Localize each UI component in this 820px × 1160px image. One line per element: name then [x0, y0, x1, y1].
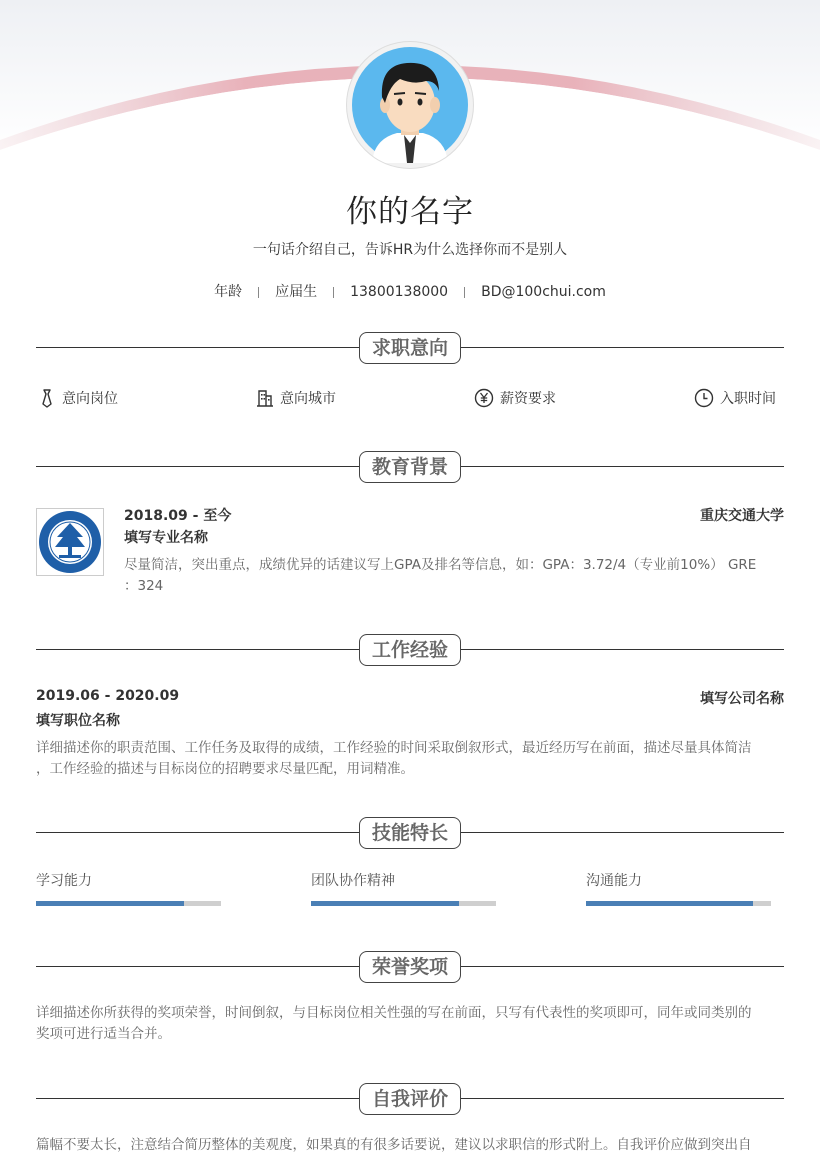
- intent-city-label: 意向城市: [280, 391, 336, 407]
- intent-city: [256, 388, 336, 408]
- self-desc-line: 篇幅不要太长，注意结合简历整体的美观度，如果真的有很多话要说，建议以求职信的形式附上。自我评价应做到突出自: [36, 1137, 752, 1153]
- honors-description: [36, 1003, 784, 1045]
- work-description: [36, 738, 784, 780]
- intent-salary-label: 薪资要求: [500, 391, 556, 407]
- school-emblem-icon: [37, 509, 103, 575]
- skill-level-fill: [586, 901, 753, 906]
- status: 应届生: [275, 284, 318, 300]
- intent-start-label: 入职时间: [720, 391, 776, 407]
- section-title: 求职意向: [359, 332, 461, 364]
- work-desc-line: 详细描述你的职责范围、工作任务及取得的成绩，工作经验的时间采取倒叙形式，最近经历写在前面，描述尽量具体简洁: [36, 740, 752, 756]
- school-name: 重庆交通大学: [700, 508, 784, 524]
- section-header-work: [36, 634, 784, 666]
- work-desc-line: ，工作经验的描述与目标岗位的招聘要求尽量匹配，用词精准。: [36, 761, 414, 777]
- avatar: [347, 42, 473, 168]
- skill-level-bar: [36, 901, 221, 906]
- section-title: 教育背景: [359, 451, 461, 483]
- building-icon: [256, 388, 274, 408]
- education-dates: 2018.09 - 至今: [124, 508, 232, 524]
- section-header-self: [36, 1083, 784, 1115]
- intent-position: [38, 388, 118, 408]
- section-header-skills: [36, 817, 784, 849]
- contact-row: [0, 281, 820, 301]
- company-name: 填写公司名称: [700, 691, 784, 707]
- phone: 13800138000: [350, 284, 449, 300]
- clock-icon: [694, 388, 714, 408]
- section-header-honors: [36, 951, 784, 983]
- section-header-education: [36, 451, 784, 483]
- skill-level-fill: [36, 901, 184, 906]
- major-name: 填写专业名称: [124, 530, 208, 546]
- email[interactable]: BD@100chui.com: [481, 284, 606, 300]
- tie-icon: [38, 388, 56, 408]
- age: 年龄: [214, 284, 243, 300]
- avatar-illustration: [352, 47, 468, 163]
- work-dates: 2019.06 - 2020.09: [36, 688, 180, 704]
- section-header-intent: [36, 332, 784, 364]
- divider: [333, 287, 334, 298]
- honors-desc-line: 详细描述你所获得的奖项荣誉，时间倒叙，与目标岗位相关性强的写在前面，只写有代表性的奖项即可，同年或同类别的: [36, 1005, 752, 1021]
- intent-row: [36, 388, 784, 412]
- section-title: 工作经验: [359, 634, 461, 666]
- skill-name: 学习能力: [36, 873, 92, 889]
- candidate-name: 你的名字: [346, 194, 474, 230]
- section-title: 技能特长: [359, 817, 461, 849]
- skill-level-fill: [311, 901, 459, 906]
- divider: [464, 287, 465, 298]
- skill-level-bar: [311, 901, 496, 906]
- skill-name: 团队协作精神: [311, 873, 395, 889]
- tagline: 一句话介绍自己，告诉HR为什么选择你而不是别人: [252, 242, 568, 258]
- intent-position-label: 意向岗位: [62, 391, 118, 407]
- education-desc-line: 尽量简洁，突出重点，成绩优异的话建议写上GPA及排名等信息，如：GPA：3.72/4（专业前10%） GRE: [124, 557, 757, 573]
- divider: [258, 287, 259, 298]
- education-desc-line: ：324: [124, 578, 164, 594]
- education-description: [124, 555, 784, 597]
- job-title: 填写职位名称: [36, 713, 120, 729]
- school-logo: [36, 508, 104, 576]
- honors-desc-line: 奖项可进行适当合并。: [36, 1026, 171, 1042]
- self-evaluation: [36, 1135, 784, 1156]
- section-title: 荣誉奖项: [359, 951, 461, 983]
- intent-start: [694, 388, 776, 408]
- intent-salary: [474, 388, 556, 408]
- yen-icon: [474, 388, 494, 408]
- skill-name: 沟通能力: [586, 873, 642, 889]
- section-title: 自我评价: [359, 1083, 461, 1115]
- skill-level-bar: [586, 901, 771, 906]
